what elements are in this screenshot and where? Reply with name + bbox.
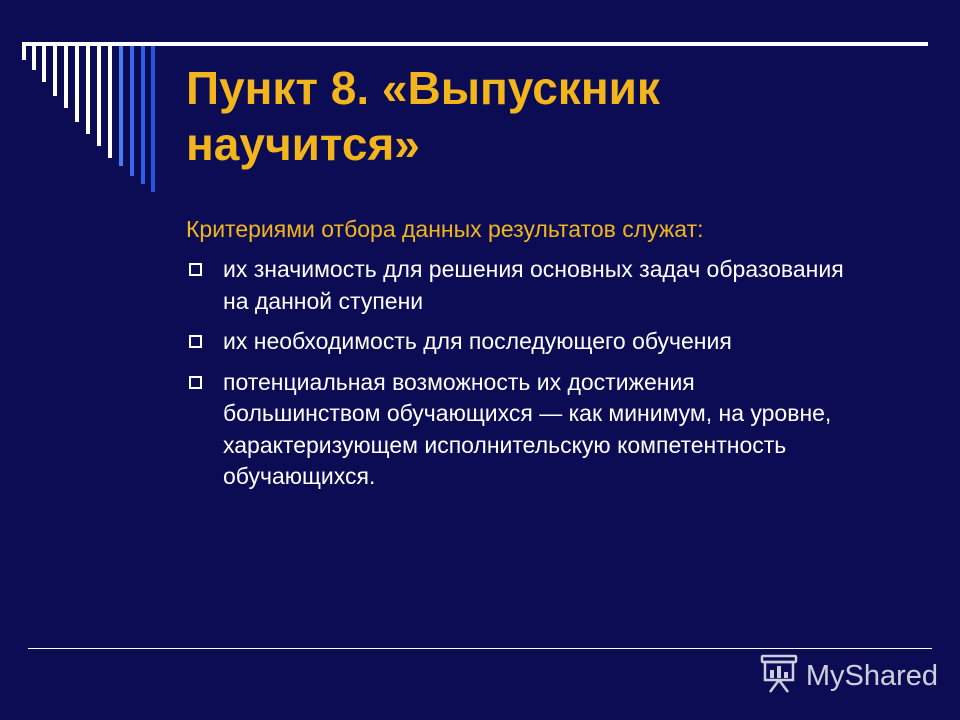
decorative-stripes (22, 46, 162, 196)
list-item (186, 254, 846, 317)
stripe (32, 46, 36, 70)
stripe (141, 46, 145, 184)
bullet-text: их необходимость для последующего обучения (223, 328, 732, 354)
stripe (22, 46, 26, 60)
stripe (108, 46, 112, 158)
stripe (97, 46, 101, 146)
stripe (119, 46, 123, 166)
bullet-text: потенциальная возможность их достижения большинством обучающихся — как минимум, на уровне, характеризующем исполнительскую компетентность обучающихся. (223, 368, 832, 489)
slide-intro: Критериями отбора данных результатов служат: (186, 216, 704, 242)
watermark-text: MyShared (805, 659, 938, 692)
square-bullet-icon (189, 376, 202, 389)
stripe (75, 46, 79, 122)
stripe (42, 46, 46, 82)
stripe (64, 46, 68, 108)
bottom-rule (28, 648, 932, 649)
list-item (186, 367, 846, 493)
stripe (86, 46, 90, 134)
square-bullet-icon (189, 263, 202, 276)
square-bullet-icon (189, 335, 202, 348)
slide-title: Пункт 8. «Выпускник научится» (186, 62, 660, 170)
stripe (151, 46, 155, 192)
stripe (130, 46, 134, 176)
watermark (760, 654, 938, 698)
list-item (186, 326, 846, 358)
bullet-list (186, 254, 846, 502)
bullet-text: их значимость для решения основных задач образования на данной ступени (223, 256, 844, 314)
stripe (53, 46, 57, 96)
presentation-screen-icon (760, 654, 798, 699)
